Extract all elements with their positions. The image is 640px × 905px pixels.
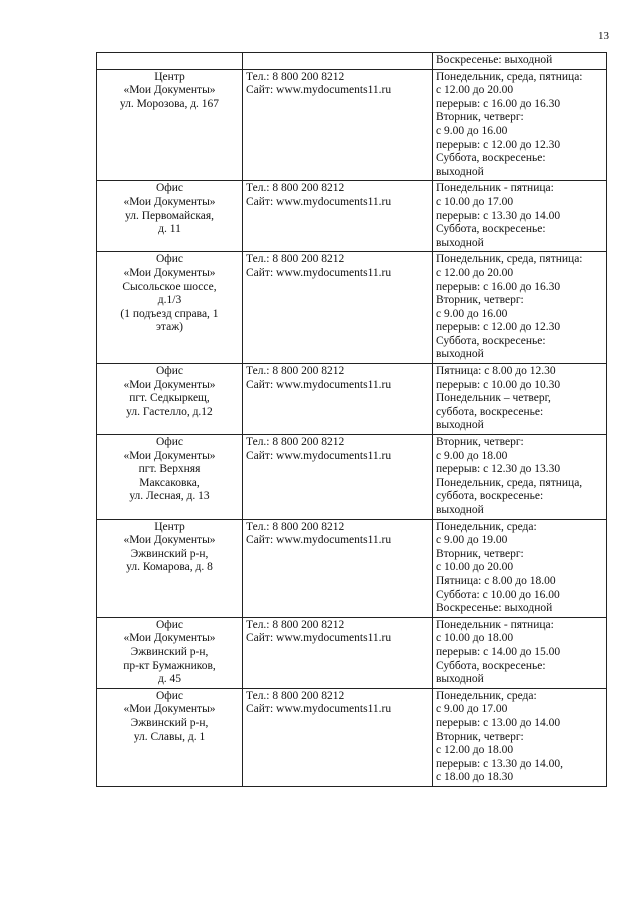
contact-line: Сайт: www.mydocuments11.ru (246, 195, 392, 208)
office-line: Центр (154, 520, 185, 533)
hours-line: Вторник, четверг: (436, 436, 524, 449)
hours-line: Понедельник - пятница: (436, 618, 554, 631)
table-row (97, 688, 607, 786)
hours-line: перерыв: с 10.00 до 10.30 (436, 378, 561, 391)
hours-line: Понедельник, среда, пятница: (436, 253, 583, 266)
contacts-cell (243, 252, 433, 364)
hours-cell (433, 435, 607, 520)
contact-line: Тел.: 8 800 200 8212 (246, 253, 345, 266)
office-line: Эжвинский р-н, (130, 716, 209, 729)
hours-line: Пятница: с 8.00 до 18.00 (436, 574, 556, 587)
office-line: д. 45 (157, 673, 182, 686)
office-cell (97, 688, 243, 786)
table-row (97, 364, 607, 435)
hours-line: Воскресенье: выходной (436, 54, 553, 66)
hours-cell (433, 252, 607, 364)
hours-line: Суббота, воскресенье: (436, 152, 546, 165)
office-line: «Мои Документы» (123, 84, 216, 97)
office-line: ул. Первомайская, (124, 209, 215, 222)
contacts-cell (243, 181, 433, 252)
office-line: ул. Гастелло, д.12 (126, 405, 213, 418)
office-line: ул. Комарова, д. 8 (126, 561, 213, 574)
office-line: Эжвинский р-н, (130, 645, 209, 658)
hours-line: Понедельник, среда, пятница: (436, 70, 583, 83)
hours-cell (433, 53, 607, 70)
hours-line: с 9.00 до 17.00 (436, 703, 508, 716)
hours-cell (433, 364, 607, 435)
contact-line: Сайт: www.mydocuments11.ru (246, 449, 392, 462)
hours-line: с 9.00 до 16.00 (436, 124, 508, 137)
table-row (97, 252, 607, 364)
office-line: Максаковка, (139, 476, 200, 489)
hours-line: с 10.00 до 20.00 (436, 561, 514, 574)
hours-line: перерыв: с 16.00 до 16.30 (436, 97, 561, 110)
hours-line: с 9.00 до 19.00 (436, 534, 508, 547)
office-line: Центр (154, 70, 185, 83)
hours-line: Пятница: с 8.00 до 12.30 (436, 365, 556, 378)
hours-line: Вторник, четверг: (436, 294, 524, 307)
hours-cell (433, 617, 607, 688)
office-line: пгт. Верхняя (138, 463, 201, 476)
hours-line: с 12.00 до 20.00 (436, 84, 514, 97)
office-cell (97, 53, 243, 70)
contacts-cell (243, 519, 433, 617)
hours-line: выходной (436, 236, 484, 249)
hours-line: с 9.00 до 16.00 (436, 307, 508, 320)
office-line: ул. Лесная, д. 13 (129, 490, 210, 503)
office-cell (97, 364, 243, 435)
contact-line: Тел.: 8 800 200 8212 (246, 520, 345, 533)
office-cell (97, 617, 243, 688)
office-line: д. 11 (158, 223, 181, 236)
contact-line: Тел.: 8 800 200 8212 (246, 618, 345, 631)
office-line: Сысольское шоссе, (122, 280, 217, 293)
hours-line: перерыв: с 12.00 до 12.30 (436, 321, 561, 334)
hours-line: Понедельник, среда: (436, 520, 537, 533)
office-line: Офис (155, 436, 183, 449)
table-row (97, 69, 607, 181)
hours-line: перерыв: с 16.00 до 16.30 (436, 280, 561, 293)
hours-line: перерыв: с 13.30 до 14.00 (436, 209, 561, 222)
hours-line: суббота, воскресенье: (436, 490, 544, 503)
office-line: «Мои Документы» (123, 378, 216, 391)
office-cell (97, 435, 243, 520)
hours-line: перерыв: с 12.00 до 12.30 (436, 138, 561, 151)
hours-line: суббота, воскресенье: (436, 405, 544, 418)
hours-line: Вторник, четверг: (436, 547, 524, 560)
hours-line: перерыв: с 13.00 до 14.00 (436, 716, 561, 729)
hours-line: Вторник, четверг: (436, 111, 524, 124)
table-row (97, 181, 607, 252)
contact-line: Сайт: www.mydocuments11.ru (246, 534, 392, 547)
contacts-cell (243, 364, 433, 435)
hours-line: Суббота, воскресенье: (436, 223, 546, 236)
office-cell (97, 519, 243, 617)
hours-line: выходной (436, 165, 484, 178)
hours-line: выходной (436, 348, 484, 361)
office-line: Офис (155, 365, 183, 378)
hours-line: с 18.00 до 18.30 (436, 771, 514, 784)
office-line: (1 подъезд справа, 1 (120, 307, 219, 320)
office-line: Офис (155, 689, 183, 702)
contact-line: Сайт: www.mydocuments11.ru (246, 84, 392, 97)
office-line: «Мои Документы» (123, 449, 216, 462)
contact-line: Сайт: www.mydocuments11.ru (246, 378, 392, 391)
hours-line: с 12.00 до 18.00 (436, 744, 514, 757)
hours-line: Суббота, воскресенье: (436, 659, 546, 672)
hours-line: перерыв: с 12.30 до 13.30 (436, 463, 561, 476)
office-line: «Мои Документы» (123, 703, 216, 716)
contact-line: Сайт: www.mydocuments11.ru (246, 266, 392, 279)
contacts-cell (243, 69, 433, 181)
hours-cell (433, 688, 607, 786)
contact-line: Тел.: 8 800 200 8212 (246, 436, 345, 449)
hours-line: с 9.00 до 18.00 (436, 449, 508, 462)
hours-cell (433, 69, 607, 181)
hours-cell (433, 181, 607, 252)
office-line: «Мои Документы» (123, 534, 216, 547)
contact-line: Сайт: www.mydocuments11.ru (246, 632, 392, 645)
contacts-cell (243, 53, 433, 70)
hours-line: Понедельник, среда: (436, 689, 537, 702)
contacts-cell (243, 617, 433, 688)
hours-line: Воскресенье: выходной (436, 602, 553, 615)
office-line: Офис (155, 618, 183, 631)
office-line: пгт. Седкыркещ, (129, 392, 210, 405)
office-line: «Мои Документы» (123, 266, 216, 279)
contact-line: Тел.: 8 800 200 8212 (246, 70, 345, 83)
hours-line: Понедельник – четверг, (436, 392, 551, 405)
office-cell (97, 252, 243, 364)
office-cell (97, 69, 243, 181)
office-line: этаж) (156, 321, 183, 334)
hours-cell (433, 519, 607, 617)
contact-line: Тел.: 8 800 200 8212 (246, 689, 345, 702)
hours-line: Суббота, воскресенье: (436, 334, 546, 347)
hours-line: Понедельник - пятница: (436, 182, 554, 195)
hours-line: перерыв: с 14.00 до 15.00 (436, 645, 561, 658)
office-line: пр-кт Бумажников, (123, 659, 216, 672)
office-line: Офис (155, 253, 183, 266)
hours-line: с 12.00 до 20.00 (436, 266, 514, 279)
office-line: «Мои Документы» (123, 632, 216, 645)
hours-line: Вторник, четверг: (436, 730, 524, 743)
office-line: «Мои Документы» (123, 195, 216, 208)
hours-line: выходной (436, 504, 484, 516)
hours-line: выходной (436, 419, 484, 432)
hours-line: выходной (436, 673, 484, 686)
table-row (97, 519, 607, 617)
contacts-cell (243, 688, 433, 786)
office-cell (97, 181, 243, 252)
hours-line: Понедельник, среда, пятница, (436, 476, 583, 489)
hours-line: перерыв: с 13.30 до 14.00, (436, 757, 564, 770)
contact-line: Тел.: 8 800 200 8212 (246, 365, 345, 378)
offices-schedule-table (96, 52, 607, 787)
office-line: Офис (155, 182, 183, 195)
office-line: Эжвинский р-н, (130, 547, 209, 560)
hours-line: Суббота: с 10.00 до 16.00 (436, 588, 560, 601)
contacts-cell (243, 435, 433, 520)
office-line: ул. Морозова, д. 167 (119, 97, 220, 110)
contact-line: Сайт: www.mydocuments11.ru (246, 703, 392, 716)
table-row (97, 435, 607, 520)
table-row-continuation (97, 53, 607, 70)
contact-line: Тел.: 8 800 200 8212 (246, 182, 345, 195)
office-line: д.1/3 (157, 294, 182, 307)
office-line: ул. Славы, д. 1 (133, 730, 206, 743)
hours-line: с 10.00 до 17.00 (436, 195, 514, 208)
hours-line: с 10.00 до 18.00 (436, 632, 514, 645)
page-number: 13 (598, 30, 609, 42)
table-row (97, 617, 607, 688)
